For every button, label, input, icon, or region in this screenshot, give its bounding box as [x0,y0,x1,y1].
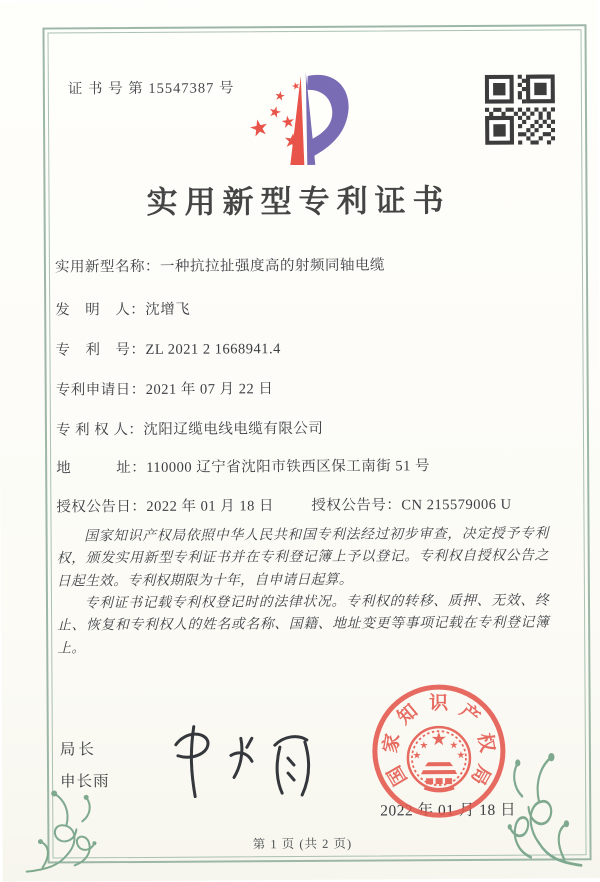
corner-ornament-left-icon [22,781,123,877]
field-value: 110000 辽宁省沈阳市铁西区保工南街 51 号 [146,458,431,476]
grant-no-label: 授权公告号： [311,497,402,514]
field-address [56,453,556,477]
director-title: 局长 [59,741,97,759]
logo-purple-bowl [307,75,349,157]
legal-paragraph-1: 国家知识产权局依照中华人民共和国专利法经过初步审查，决定授予专利权，颁发实用新型专利证书并在专利登记簿上予以登记。专利权自授权公告之日起生效。专利权期限为十年，自申请日起算。 [56,525,549,589]
seal-char: 家 [380,732,405,755]
field-value: 2021 年 07 月 22 日 [145,381,274,398]
field-label: 实用新型名称： [54,258,160,276]
director-signature [164,710,325,807]
field-patent-number [55,335,555,359]
seal-char: 识 [429,693,449,715]
field-label: 专 利 号： [55,341,146,359]
national-emblem-icon [408,727,470,791]
cnipa-logo-icon [245,68,356,171]
seal-char: 知 [393,700,423,729]
grant-date-label: 授权公告日： [56,498,147,516]
official-seal [353,666,524,837]
field-label: 地 址： [56,459,147,477]
seal-char: 局 [466,761,495,789]
grant-date-value: 2022 年 01 月 18 日 [146,498,275,515]
field-value: ZL 2021 2 1668941.4 [145,341,281,358]
field-inventor [55,295,555,319]
seal-date: 2022 年 01 月 18 日 [380,801,517,820]
field-patentee [56,415,556,439]
page-number: 第 1 页 (共 2 页) [252,836,353,852]
certificate-number: 证 书 号 第 15547387 号 [67,80,235,98]
grant-no-value: CN 215579006 U [401,496,512,514]
field-application-date [56,375,556,399]
field-value: 沈阳辽缆电线电缆有限公司 [143,420,324,438]
legal-paragraph-2: 专利证书记载专利权登记时的法律状况。专利权的转移、质押、无效、终止、恢复和专利权人的姓名或名称、国籍、地址变更等事项记载在专利登记簿上。 [57,592,550,656]
seal-char: 权 [473,731,498,754]
field-value: 沈增飞 [145,301,191,318]
field-utility-name [55,252,555,276]
field-grant-row [56,492,556,516]
field-label: 专 利 权 人： [55,421,144,439]
director-name: 申长雨 [60,773,110,791]
field-label: 发 明 人： [55,301,146,319]
field-label: 专利申请日： [55,381,146,399]
seal-char: 国 [384,761,412,789]
seal-char: 产 [455,700,484,729]
certificate-title: 实用新型专利证书 [146,183,451,220]
field-value: 一种抗拉扯强度高的射频同轴电缆 [159,257,385,275]
qr-code [485,74,555,144]
legal-text [57,522,550,659]
